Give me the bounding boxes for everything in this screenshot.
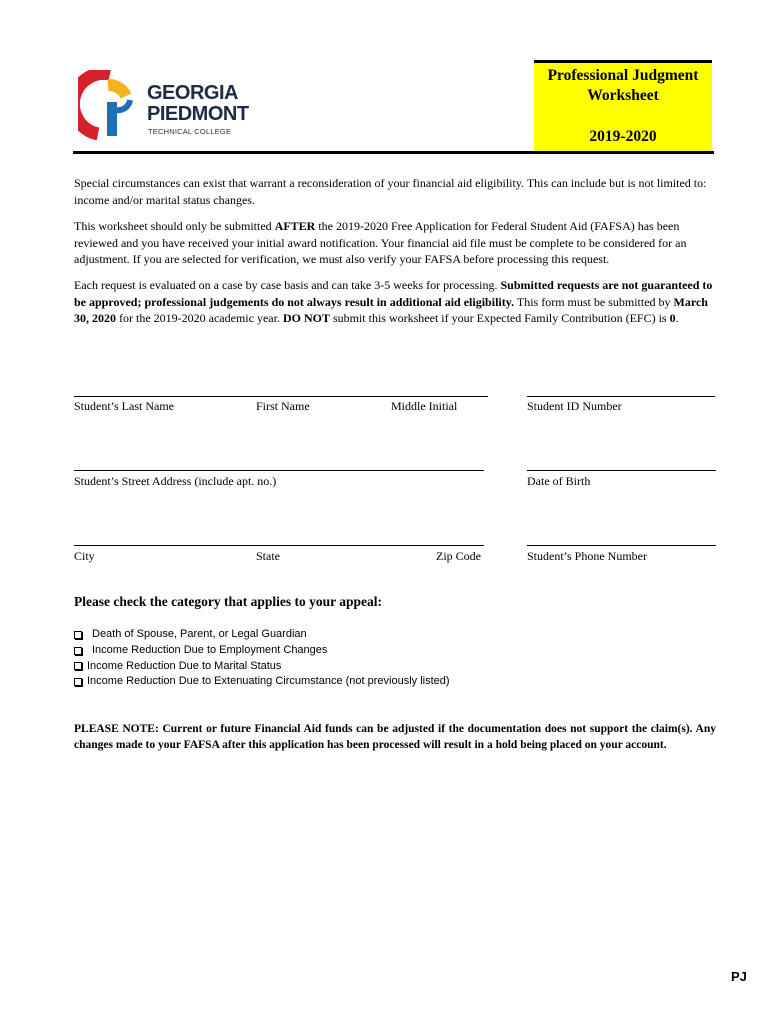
appeal-category-list: [74, 627, 450, 690]
college-logo: [78, 70, 278, 140]
appeal-option-death[interactable]: [74, 627, 450, 643]
street-address-label: Student’s Street Address (include apt. no.): [74, 474, 277, 488]
student-id-label: Student ID Number: [527, 399, 622, 413]
student-id-field-line[interactable]: [527, 396, 715, 397]
p2-emphasis-after: AFTER: [274, 219, 316, 233]
phone-label: Student’s Phone Number: [527, 549, 647, 563]
p3-deadline: March 30, 2020: [74, 294, 708, 325]
appeal-option-employment[interactable]: [74, 643, 450, 659]
appeal-option-label: Death of Spouse, Parent, or Legal Guardian: [92, 628, 307, 640]
p3-emphasis-do-not: DO NOT: [282, 311, 330, 325]
phone-field-line[interactable]: [527, 545, 716, 546]
worksheet-title-line2: Worksheet: [587, 87, 659, 104]
appeal-option-label: Income Reduction Due to Employment Changes: [92, 643, 328, 656]
zip-code-label: Zip Code: [436, 549, 481, 563]
checkbox-icon[interactable]: [74, 662, 82, 670]
worksheet-title-box: [534, 60, 712, 151]
checkbox-icon[interactable]: [74, 678, 82, 686]
dob-field-line[interactable]: [527, 470, 716, 471]
p3-text-g: submit this worksheet if your Expected Family Contribution (EFC) is: [329, 311, 670, 325]
appeal-option-extenuating[interactable]: [74, 674, 450, 690]
intro-paragraph-2: [74, 218, 714, 268]
dob-label: Date of Birth: [527, 474, 591, 488]
city-label: City: [74, 549, 95, 563]
appeal-category-heading: Please check the category that applies to your appeal:: [74, 594, 382, 609]
p3-text-a: Each request is evaluated on a case by case basis and can take 3-5 weeks for processing.: [74, 278, 501, 292]
name-field-line[interactable]: [74, 396, 488, 397]
appeal-option-label: Income Reduction Due to Extenuating Circumstance (not previously listed): [87, 675, 450, 688]
p3-text-c: This form must be submitted by: [514, 294, 674, 309]
intro-paragraph-3: [74, 277, 714, 327]
checkbox-icon[interactable]: [74, 631, 82, 639]
logo-text-piedmont: PIEDMONT: [147, 103, 249, 125]
p3-efc-value: 0: [669, 311, 676, 325]
state-label: State: [256, 549, 280, 563]
worksheet-year: 2019-2020: [589, 128, 657, 145]
first-name-label: First Name: [256, 399, 310, 413]
p2-text-c: the 2019-2020 Free Application for Federal Student Aid (FAFSA) has been reviewed and you have received your initial award notification. Your financial aid file must be complete to be considered for an adjustment. If you are selected for verification, we must also verify your FAFSA before processing this request.: [74, 219, 687, 266]
p3-text-e: for the 2019-2020 academic year.: [116, 311, 283, 325]
p3-text-i: .: [675, 311, 679, 325]
logo-mark-icon: [78, 70, 140, 140]
intro-paragraph-1: Special circumstances can exist that warrant a reconsideration of your financial aid eligibility. This can include but is not limited to: income and/or marital status changes.: [74, 176, 707, 207]
form-code: PJ: [731, 969, 747, 984]
logo-text-technical-college: TECHNICAL COLLEGE: [148, 127, 232, 136]
city-state-zip-field-line[interactable]: [74, 545, 484, 546]
appeal-option-label: Income Reduction Due to Marital Status: [87, 659, 282, 672]
p2-text-a: This worksheet should only be submitted: [74, 219, 275, 233]
middle-initial-label: Middle Initial: [391, 399, 458, 413]
street-address-field-line[interactable]: [74, 470, 484, 471]
last-name-label: Student’s Last Name: [74, 399, 174, 413]
p3-emphasis-not-guaranteed: Submitted requests are not guaranteed to be approved; professional judgements do not always result in additional aid eligibility.: [74, 278, 713, 309]
worksheet-title-line1: Professional Judgment: [547, 67, 699, 84]
header-divider: [73, 151, 714, 154]
please-note-paragraph: PLEASE NOTE: Current or future Financial Aid funds can be adjusted if the documentation does not support the claim(s). Any changes made to your FAFSA after this application has been processed will result in a hold being placed on your account.: [74, 723, 716, 751]
logo-text-georgia: GEORGIA: [147, 82, 238, 104]
appeal-option-marital-status[interactable]: [74, 659, 450, 675]
checkbox-icon[interactable]: [74, 647, 82, 655]
